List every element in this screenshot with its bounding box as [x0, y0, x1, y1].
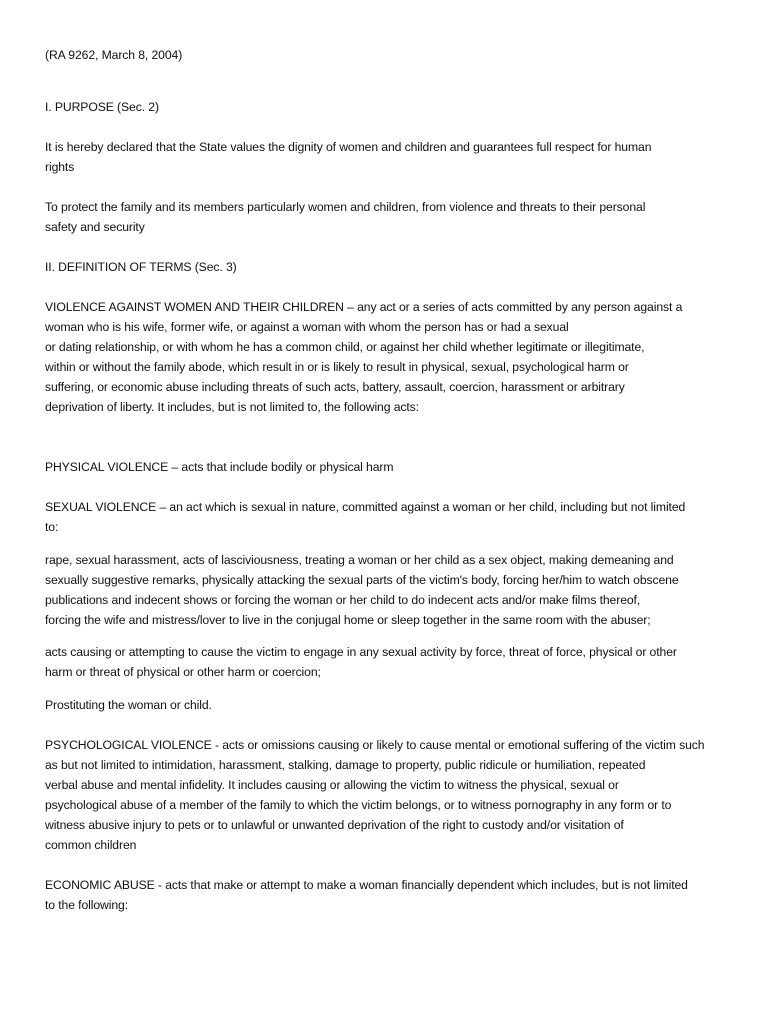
- text-line: PHYSICAL VIOLENCE – acts that include bodily or physical harm: [45, 460, 394, 474]
- vawc-definition-paragraph: [45, 297, 735, 417]
- sexual-violence-paragraph: [45, 497, 735, 537]
- text-line: harm or threat of physical or other harm or coercion;: [45, 665, 321, 679]
- text-line: PSYCHOLOGICAL VIOLENCE - acts or omissions causing or likely to cause mental or emotional suffering of the victim such: [45, 738, 705, 752]
- text-line: acts causing or attempting to cause the victim to engage in any sexual activity by force, threat of force, physical or other: [45, 645, 677, 659]
- text-line: I. PURPOSE (Sec. 2): [45, 100, 159, 114]
- text-line: SEXUAL VIOLENCE – an act which is sexual in nature, committed against a woman or her child, including but not limited: [45, 500, 686, 514]
- text-line: sexually suggestive remarks, physically attacking the sexual parts of the victim's body, forcing her/him to watch obscene: [45, 573, 679, 587]
- text-line: forcing the wife and mistress/lover to live in the conjugal home or sleep together in the same room with the abuser;: [45, 613, 651, 627]
- text-line: To protect the family and its members particularly women and children, from violence and threats to their personal: [45, 200, 646, 214]
- text-line: rights: [45, 160, 75, 174]
- purpose-paragraph-1: [45, 137, 735, 177]
- text-line: or dating relationship, or with whom he has a common child, or against her child whether legitimate or illegitimate,: [45, 340, 645, 354]
- text-line: safety and security: [45, 220, 145, 234]
- sexual-violence-item-b: [45, 642, 735, 682]
- text-line: to the following:: [45, 898, 128, 912]
- text-line: witness abusive injury to pets or to unlawful or unwanted deprivation of the right to custody and/or visitation of: [45, 818, 624, 832]
- citation: [45, 45, 735, 65]
- text-line: II. DEFINITION OF TERMS (Sec. 3): [45, 260, 237, 274]
- text-line: woman who is his wife, former wife, or against a woman with whom the person has or had a sexual: [45, 320, 569, 334]
- text-line: suffering, or economic abuse including threats of such acts, battery, assault, coercion, harassment or arbitrary: [45, 380, 625, 394]
- text-line: deprivation of liberty. It includes, but is not limited to, the following acts:: [45, 400, 419, 414]
- text-line: It is hereby declared that the State values the dignity of women and children and guarantees full respect for human: [45, 140, 652, 154]
- text-line: psychological abuse of a member of the family to which the victim belongs, or to witness pornography in any form or to: [45, 798, 672, 812]
- text-line: to:: [45, 520, 59, 534]
- text-line: Prostituting the woman or child.: [45, 698, 212, 712]
- psychological-violence-paragraph: [45, 735, 735, 855]
- text-line: publications and indecent shows or forcing the woman or her child to do indecent acts and/or make films thereof,: [45, 593, 641, 607]
- physical-violence-paragraph: [45, 457, 735, 477]
- text-line: as but not limited to intimidation, harassment, stalking, damage to property, public ridicule or humiliation, repeated: [45, 758, 646, 772]
- definitions-heading: [45, 257, 735, 277]
- purpose-paragraph-2: [45, 197, 735, 237]
- sexual-violence-item-a: [45, 550, 735, 630]
- text-line: VIOLENCE AGAINST WOMEN AND THEIR CHILDREN – any act or a series of acts committed by any person against a: [45, 300, 683, 314]
- text-line: (RA 9262, March 8, 2004): [45, 48, 183, 62]
- text-line: rape, sexual harassment, acts of lasciviousness, treating a woman or her child as a sex object, making demeaning and: [45, 553, 674, 567]
- text-line: within or without the family abode, which result in or is likely to result in physical, sexual, psychological harm or: [45, 360, 629, 374]
- text-line: common children: [45, 838, 137, 852]
- economic-abuse-paragraph: [45, 875, 735, 915]
- sexual-violence-item-c: [45, 695, 735, 715]
- text-line: verbal abuse and mental infidelity. It includes causing or allowing the victim to witness the physical, sexual or: [45, 778, 619, 792]
- purpose-heading: [45, 97, 735, 117]
- text-line: ECONOMIC ABUSE - acts that make or attempt to make a woman financially dependent which includes, but is not limited: [45, 878, 688, 892]
